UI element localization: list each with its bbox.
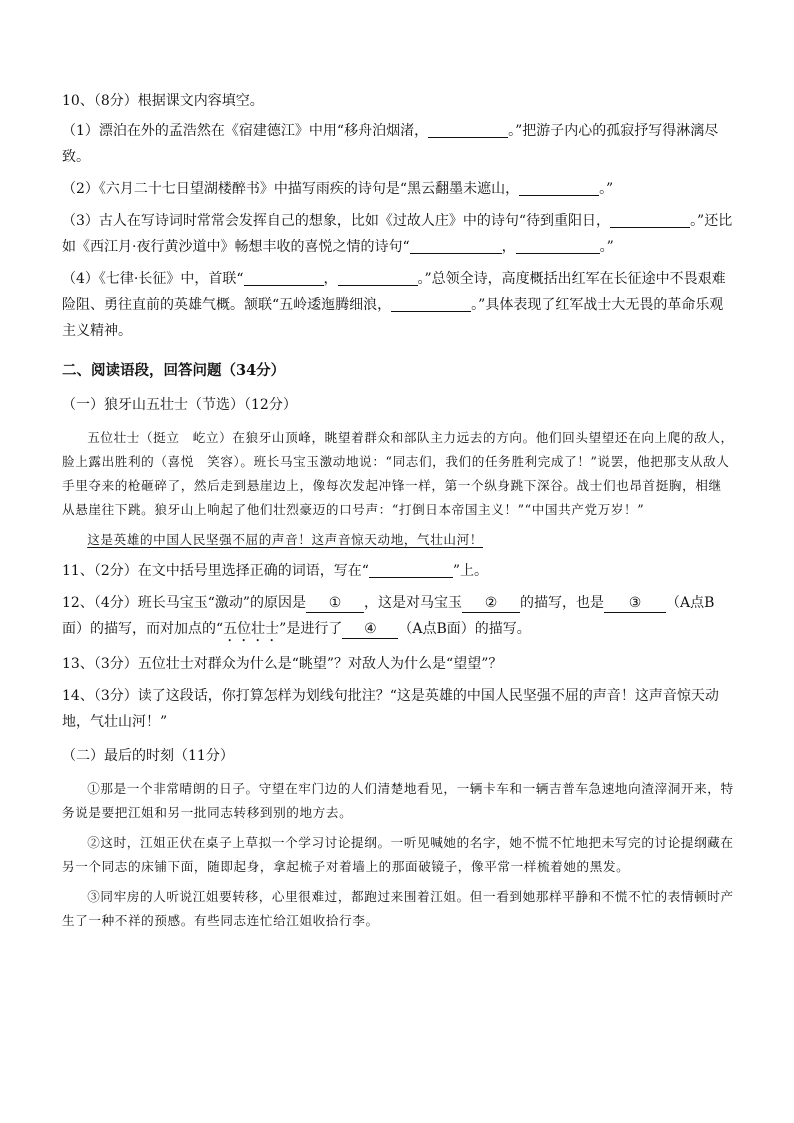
q10-item-1 [62, 118, 734, 170]
dotted-emphasis-text: 五位壮士 [223, 621, 280, 637]
answer-blank[interactable] [428, 121, 508, 138]
q10-4-text-a: （4）《七律·长征》中，首联“ [62, 271, 244, 287]
answer-blank[interactable] [516, 237, 600, 254]
q10-1-text-b: 。”把游子内心的孤寂抒写得淋漓尽致。 [62, 123, 719, 165]
q13: 13、（3分）五位壮士对群众为什么是“眺望”？对敌人为什么是“望望”？ [62, 656, 503, 672]
answer-blank[interactable] [244, 269, 324, 286]
part-1-underlined-sentence [62, 528, 734, 552]
part-2-paragraph-1: ①那是一个非常晴朗的日子。守望在牢门边的人们清楚地看见，一辆卡车和一辆吉普车急速地向渣滓洞开来，特务说是要把江姐和另一批同志转移到别的地方去。 [62, 781, 734, 820]
q10-1-text-a: （1）漂泊在外的孟浩然在《宿建德江》中用“移舟泊烟渚， [62, 123, 429, 139]
q10-heading [62, 88, 734, 114]
q10-3-text-a: （3）古人在写诗词时常常会发挥自己的想象，比如《过故人庄》中的诗句“待到重阳日， [62, 213, 611, 229]
answer-blank[interactable] [338, 269, 418, 286]
part-2-paragraph-2: ②这时，江姐正伏在桌子上草拟一个学习讨论提纲。一听见喊她的名字，她不慌不忙地把未写完的讨论提纲藏在另一个同志的床铺下面，随即起身，拿起梳子对着墙上的那面破镜子，像平常一样梳着她的黑发。 [62, 835, 734, 874]
answer-blank[interactable] [519, 179, 599, 196]
answer-blank[interactable] [410, 237, 502, 254]
q10-4-text-c: 。”总领全诗，高度概括出红军在长征途中不畏艰难险阻、勇往直前的英雄气概。颔联“五岭逶迤腾细浪， [62, 271, 726, 313]
answer-blank[interactable] [610, 211, 690, 228]
q11-text-a: 11、（2分）在文中括号里选择正确的词语，写在“ [62, 563, 369, 579]
q12-text-e: ”是进行了 [279, 621, 343, 637]
answer-blank-4[interactable]: ④ [342, 620, 398, 639]
q10-2-text-a: （2）《六月二十七日望湖楼醉书》中描写雨疾的诗句是“黑云翻墨未遮山， [62, 181, 520, 197]
underlined-text: 这是英雄的中国人民坚强不屈的声音！这声音惊天动地，气壮山河！ [87, 532, 483, 547]
answer-blank-1[interactable]: ① [306, 594, 364, 613]
q10-3-text-d: 。” [599, 239, 614, 255]
q10-3-text-c: ， [501, 239, 516, 255]
answer-blank[interactable] [391, 295, 471, 312]
part-2-paragraph-3: ③同牢房的人听说江姐要转移，心里很难过，都跑过来围着江姐。但一看到她那样平静和不慌不忙的表情顿时产生了一种不祥的预感。有些同志连忙给江姐收拾行李。 [62, 889, 734, 928]
q10-3-text-b: 。”还比如《西江月·夜行黄沙道中》畅想丰收的喜悦之情的诗句“ [62, 213, 733, 255]
q10-heading-text: 10、（8分）根据课文内容填空。 [62, 93, 264, 109]
part-1-title: （一）狼牙山五壮士（节选）（12分） [62, 397, 297, 413]
q10-item-3 [62, 208, 734, 260]
q12-text-f: （A点B面）的描写。 [398, 621, 531, 637]
part-1-passage: 五位壮士（挺立 屹立）在狼牙山顶峰，眺望着群众和部队主力远去的方向。他们回头望望还在向上爬的敌人，脸上露出胜利的（喜悦 笑容）。班长马宝玉激动地说：“同志们，我们的任务胜利完成了！”说罢，他把那支从敌人手里夺来的枪砸碎了，然后走到悬崖边上，像每次发起冲锋一样，第一个纵身跳下深谷。战士们也昂首挺胸，相继从悬崖往下跳。狼牙山上响起了他们壮烈豪迈的口号声：“打倒日本帝国主义！”“中国共产党万岁！” [62, 430, 734, 517]
q11 [62, 558, 734, 584]
q10-4-text-d: 。”具体表现了红军战士大无畏的革命乐观主义精神。 [62, 297, 724, 339]
q12 [62, 590, 734, 645]
q14: 14、（3分）读了这段话，你打算怎样为划线句批注？“这是英雄的中国人民坚强不屈的声音！这声音惊天动地，气壮山河！” [62, 688, 719, 730]
q11-text-b: ”上。 [452, 563, 489, 579]
q10-2-text-b: 。” [599, 181, 614, 197]
q12-text-d: （A点B面）的描写，而对加点的“ [62, 595, 715, 637]
part-2-title: （二）最后的时刻（11分） [62, 748, 234, 764]
q10-item-2 [62, 176, 734, 202]
q10-item-4 [62, 266, 734, 344]
q10-4-text-b: ， [323, 271, 338, 287]
exam-page [62, 88, 734, 939]
section-2-title: 二、阅读语段，回答问题（34分） [62, 362, 286, 379]
answer-blank-2[interactable]: ② [462, 594, 520, 613]
q12-text-b: ，这是对马宝玉 [364, 595, 463, 611]
q12-text-c: 的描写，也是 [520, 595, 605, 611]
answer-blank-3[interactable]: ③ [604, 594, 666, 613]
q12-text-a: 12、（4分）班长马宝玉“激动”的原因是 [62, 595, 307, 611]
answer-blank[interactable] [369, 561, 453, 578]
